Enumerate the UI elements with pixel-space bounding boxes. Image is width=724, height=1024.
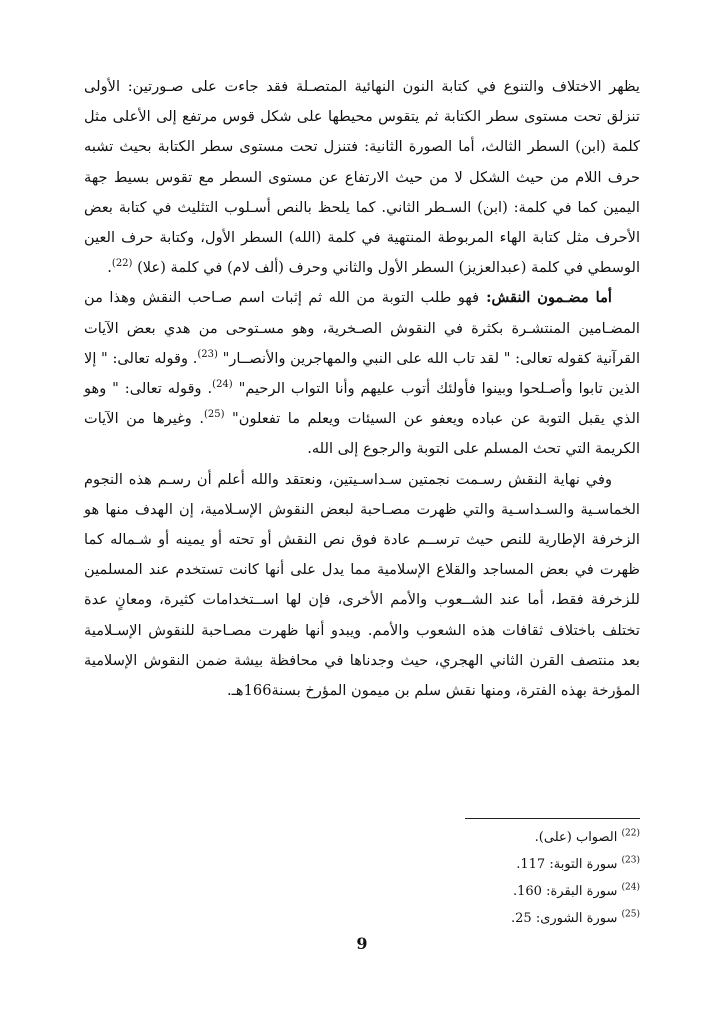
footnote-ref-24: (24) bbox=[212, 379, 233, 391]
footnote-item bbox=[380, 905, 640, 932]
paragraph-3-text: وفي نهاية النقش رسـمت نجمتين سـداسـيتين، ونعتقد والله أعلم أن رسـم هذه النجوم الخماسـية والسـداسـية والتي ظهرت مصـاحبة لبعض النقوش الإسـلامية، إن الهدف منها هو الزخرفة الإطارية للنص حيث ترســم عادة فوق نص النقش أو تحته أو يمينه أو شـماله كما ظهرت في بعض المساجد والقلاع الإسلامية مما يدل على أنها كانت تستخدم عند المسلمين للزخرفة فقط، أما عند الشــعوب والأمم الأخرى، فإن لها اســتخدامات كثيرة، ومعانٍ عدة تختلف باختلاف ثقافات هذه الشعوب والأمم. ويبدو أنها ظهرت مصـاحبة للنقوش الإسـلامية بعد منتصف القرن الثاني الهجري، حيث وجدناها في محافظة بيشة ضمن النقوش الإسلامية المؤرخة بهذه الفترة، ومنها نقش سلم بن ميمون المؤرخ بسنة166هـ. bbox=[84, 470, 641, 700]
paragraph-2-lead: أما مضـمون النقش: bbox=[479, 289, 612, 307]
footnote-ref-23: (23) bbox=[197, 348, 218, 360]
footnote-item bbox=[380, 878, 640, 905]
footnote-text: سورة البقرة: 160. bbox=[513, 884, 618, 899]
paragraph-1-tail: . bbox=[107, 259, 112, 277]
page-number: 9 bbox=[356, 934, 368, 953]
footnote-number: (22) bbox=[621, 828, 640, 839]
footnote-number: (23) bbox=[621, 855, 640, 866]
footnote-divider bbox=[465, 818, 640, 819]
paragraph-2-tail-3: . وغيرها من الآيات الكريمة التي تحث المسلم على التوبة والرجوع إلى الله. bbox=[84, 410, 640, 458]
footnote-ref-22: (22) bbox=[111, 258, 133, 270]
paragraph-2-text: فهو طلب التوبة من الله ثم إثبات اسم صـاحب النقش وهذا من المضـامين المنتشـرة بكثرة في النقوش الصـخرية، وهو مسـتوحى من هدي بعض الآيات القرآنية كقوله تعالى: " لقد تاب الله على النبي والمهاجرين والأنصــار" bbox=[84, 289, 640, 367]
footnote-text: سورة التوبة: 117. bbox=[516, 857, 618, 872]
document-page bbox=[84, 72, 640, 972]
footnote-item bbox=[380, 851, 640, 878]
paragraph-2 bbox=[84, 283, 640, 464]
footnote-item bbox=[380, 824, 640, 851]
paragraph-2-tail-2: . وقوله تعالى: " وهو الذي يقبل التوبة عن عباده ويعفو عن السيئات ويعلم ما تفعلون" bbox=[84, 380, 640, 428]
footnote-number: (24) bbox=[621, 882, 640, 893]
footnote-text: سورة الشورى: 25. bbox=[511, 911, 618, 926]
paragraph-1-text: يظهر الاختلاف والتنوع في كتابة النون النهائية المتصـلة فقد جاءت على صـورتين: الأولى تنزلق تحت مستوى سطر الكتابة ثم يتقوس محيطها على شكل قوس مرتفع إلى الأعلى مثل كلمة (ابن) السطر الثالث، أما الصورة الثانية: فتنزل تحت مستوى سطر الكتابة بحيث تشبه حرف اللام من حيث الشكل لا من حيث الارتفاع عن مستوى السطر مع تقوس بسيط جهة اليمين كما في كلمة: (ابن) السـطر الثاني. كما يلحظ بالنص أسـلوب التثليث في كتابة بعض الأحرف مثل كتابة الهاء المربوطة المنتهية في كلمة (الله) السطر الأول، وكتابة حرف العين الوسطي في كلمة (عبدالعزيز) السطر الأول والثاني وحرف (ألف لام) في كلمة (علا) bbox=[84, 78, 640, 277]
footnote-number: (25) bbox=[621, 909, 640, 920]
footnote-text: الصواب (على). bbox=[534, 830, 618, 845]
body-text bbox=[84, 72, 640, 706]
paragraph-2-tail: . وقوله تعالى: " إلا الذين تابوا وأصـلحوا وبينوا فأولئك أتوب عليهم وأنا التواب الرحيم" bbox=[84, 349, 640, 398]
footnote-ref-25: (25) bbox=[203, 409, 225, 421]
paragraph-3 bbox=[84, 465, 640, 707]
paragraph-1 bbox=[84, 72, 640, 283]
footnotes bbox=[380, 824, 640, 932]
